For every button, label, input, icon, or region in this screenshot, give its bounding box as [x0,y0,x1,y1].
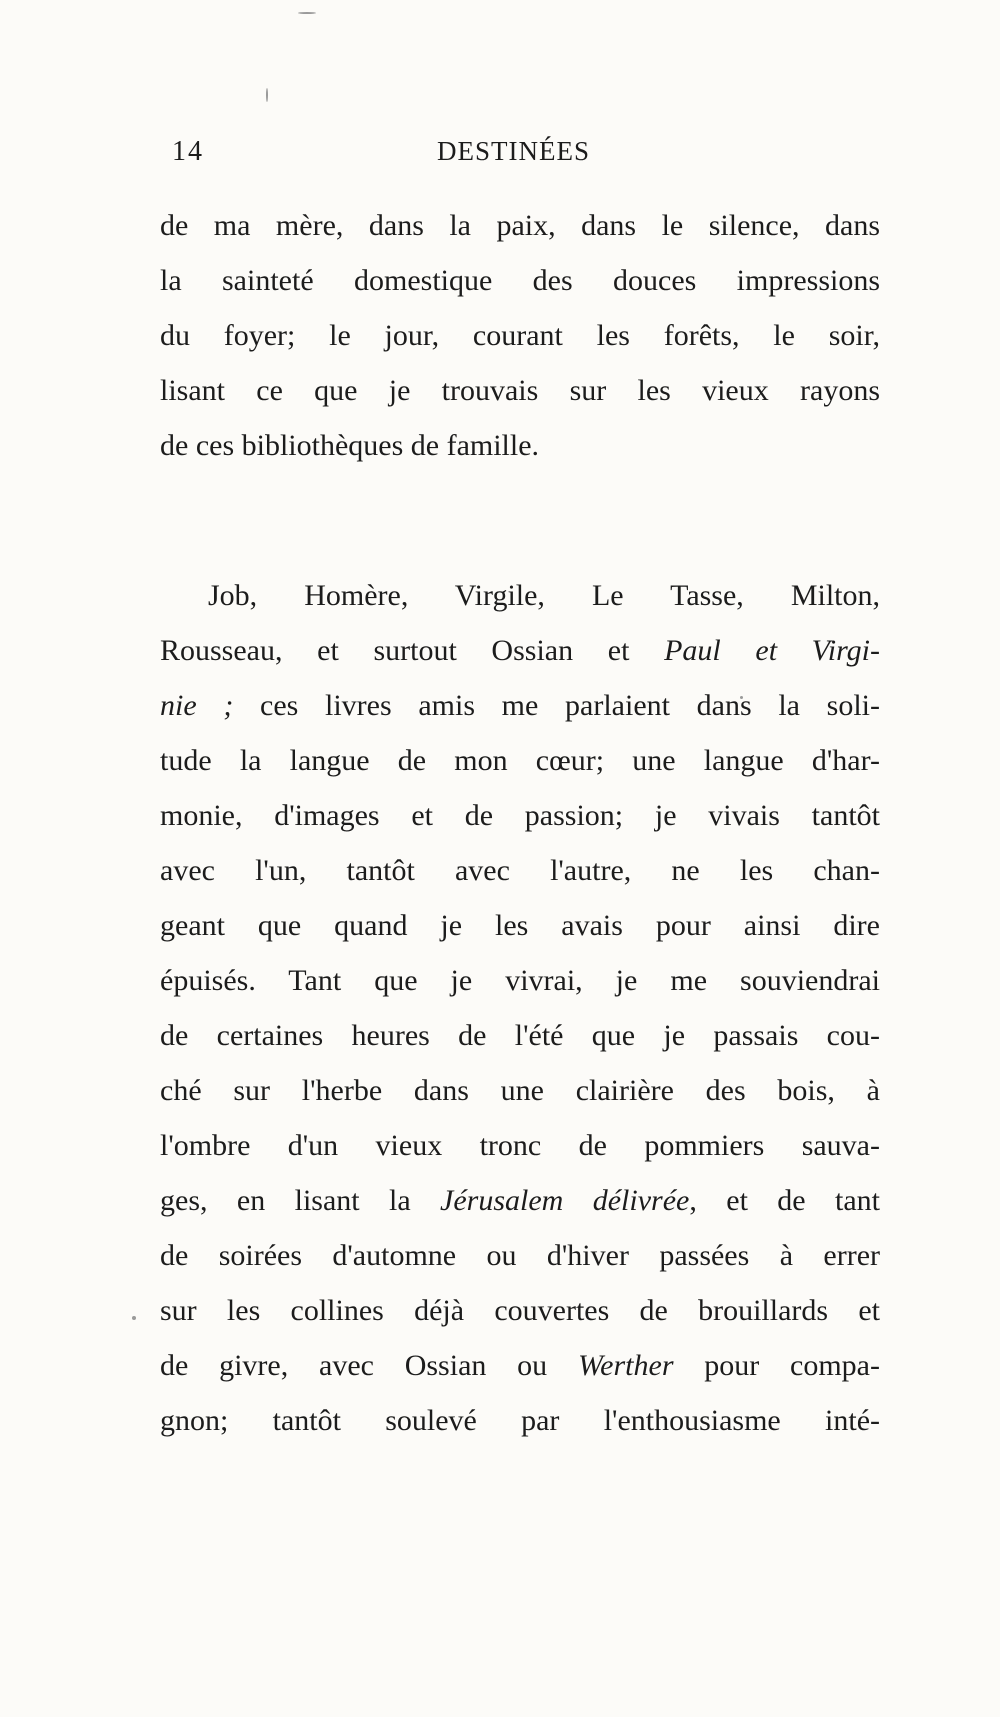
book-title-paul-et-virginie: Paul et Virgi- [664,634,880,667]
page-header [172,136,872,176]
text-segment: ces livres amis me parlaient dans la soli- [233,689,880,722]
text-line: tude la langue de mon cœur; une langue d'har- [160,744,880,777]
text-line: de ces bibliothèques de famille. [160,429,540,462]
text-line [160,1173,880,1228]
text-line: de ma mère, dans la paix, dans le silence, dans [160,209,880,242]
text-segment: de givre, avec Ossian ou [160,1349,578,1382]
text-line: ché sur l'herbe dans une clairière des bois, à [160,1074,880,1107]
book-title-paul-et-virginie-cont: nie ; [160,689,234,722]
text-line: avec l'un, tantôt avec l'autre, ne les chan- [160,854,880,887]
text-line: Job, Homère, Virgile, Le Tasse, Milton, [208,579,880,612]
text-line [160,1338,880,1393]
page-number: 14 [172,136,204,167]
book-title-jerusalem-delivree: Jérusalem délivrée [440,1184,690,1217]
paragraph-gap [160,473,880,568]
text-line: monie, d'images et de passion; je vivais tantôt [160,799,880,832]
body-text [160,198,880,1448]
text-line: gnon; tantôt soulevé par l'enthousiasme inté- [160,1404,880,1437]
text-line: du foyer; le jour, courant les forêts, le soir, [160,319,880,352]
text-line: de soirées d'automne ou d'hiver passées à errer [160,1239,880,1272]
text-line: lisant ce que je trouvais sur les vieux rayons [160,374,880,407]
text-line: l'ombre d'un vieux tronc de pommiers sauva- [160,1129,880,1162]
text-segment: pour compa- [673,1349,880,1382]
text-line: la sainteté domestique des douces impressions [160,264,880,297]
running-title: DESTINÉES [437,136,590,166]
text-line: épuisés. Tant que je vivrai, je me souviendrai [160,964,880,997]
text-line: geant que quand je les avais pour ainsi dire [160,909,880,942]
text-segment: , et de tant [689,1184,881,1217]
text-line [160,623,880,678]
text-segment: ges, en lisant la [160,1184,441,1217]
text-line: de certaines heures de l'été que je passais cou- [160,1019,880,1052]
text-segment: Rousseau, et surtout Ossian et [160,634,665,667]
paper-speck [132,1316,136,1320]
text-line [160,678,880,733]
paper-speck [266,88,268,102]
book-title-werther: Werther [577,1349,674,1382]
paper-speck [298,12,316,14]
text-line: sur les collines déjà couvertes de brouillards et [160,1294,880,1327]
